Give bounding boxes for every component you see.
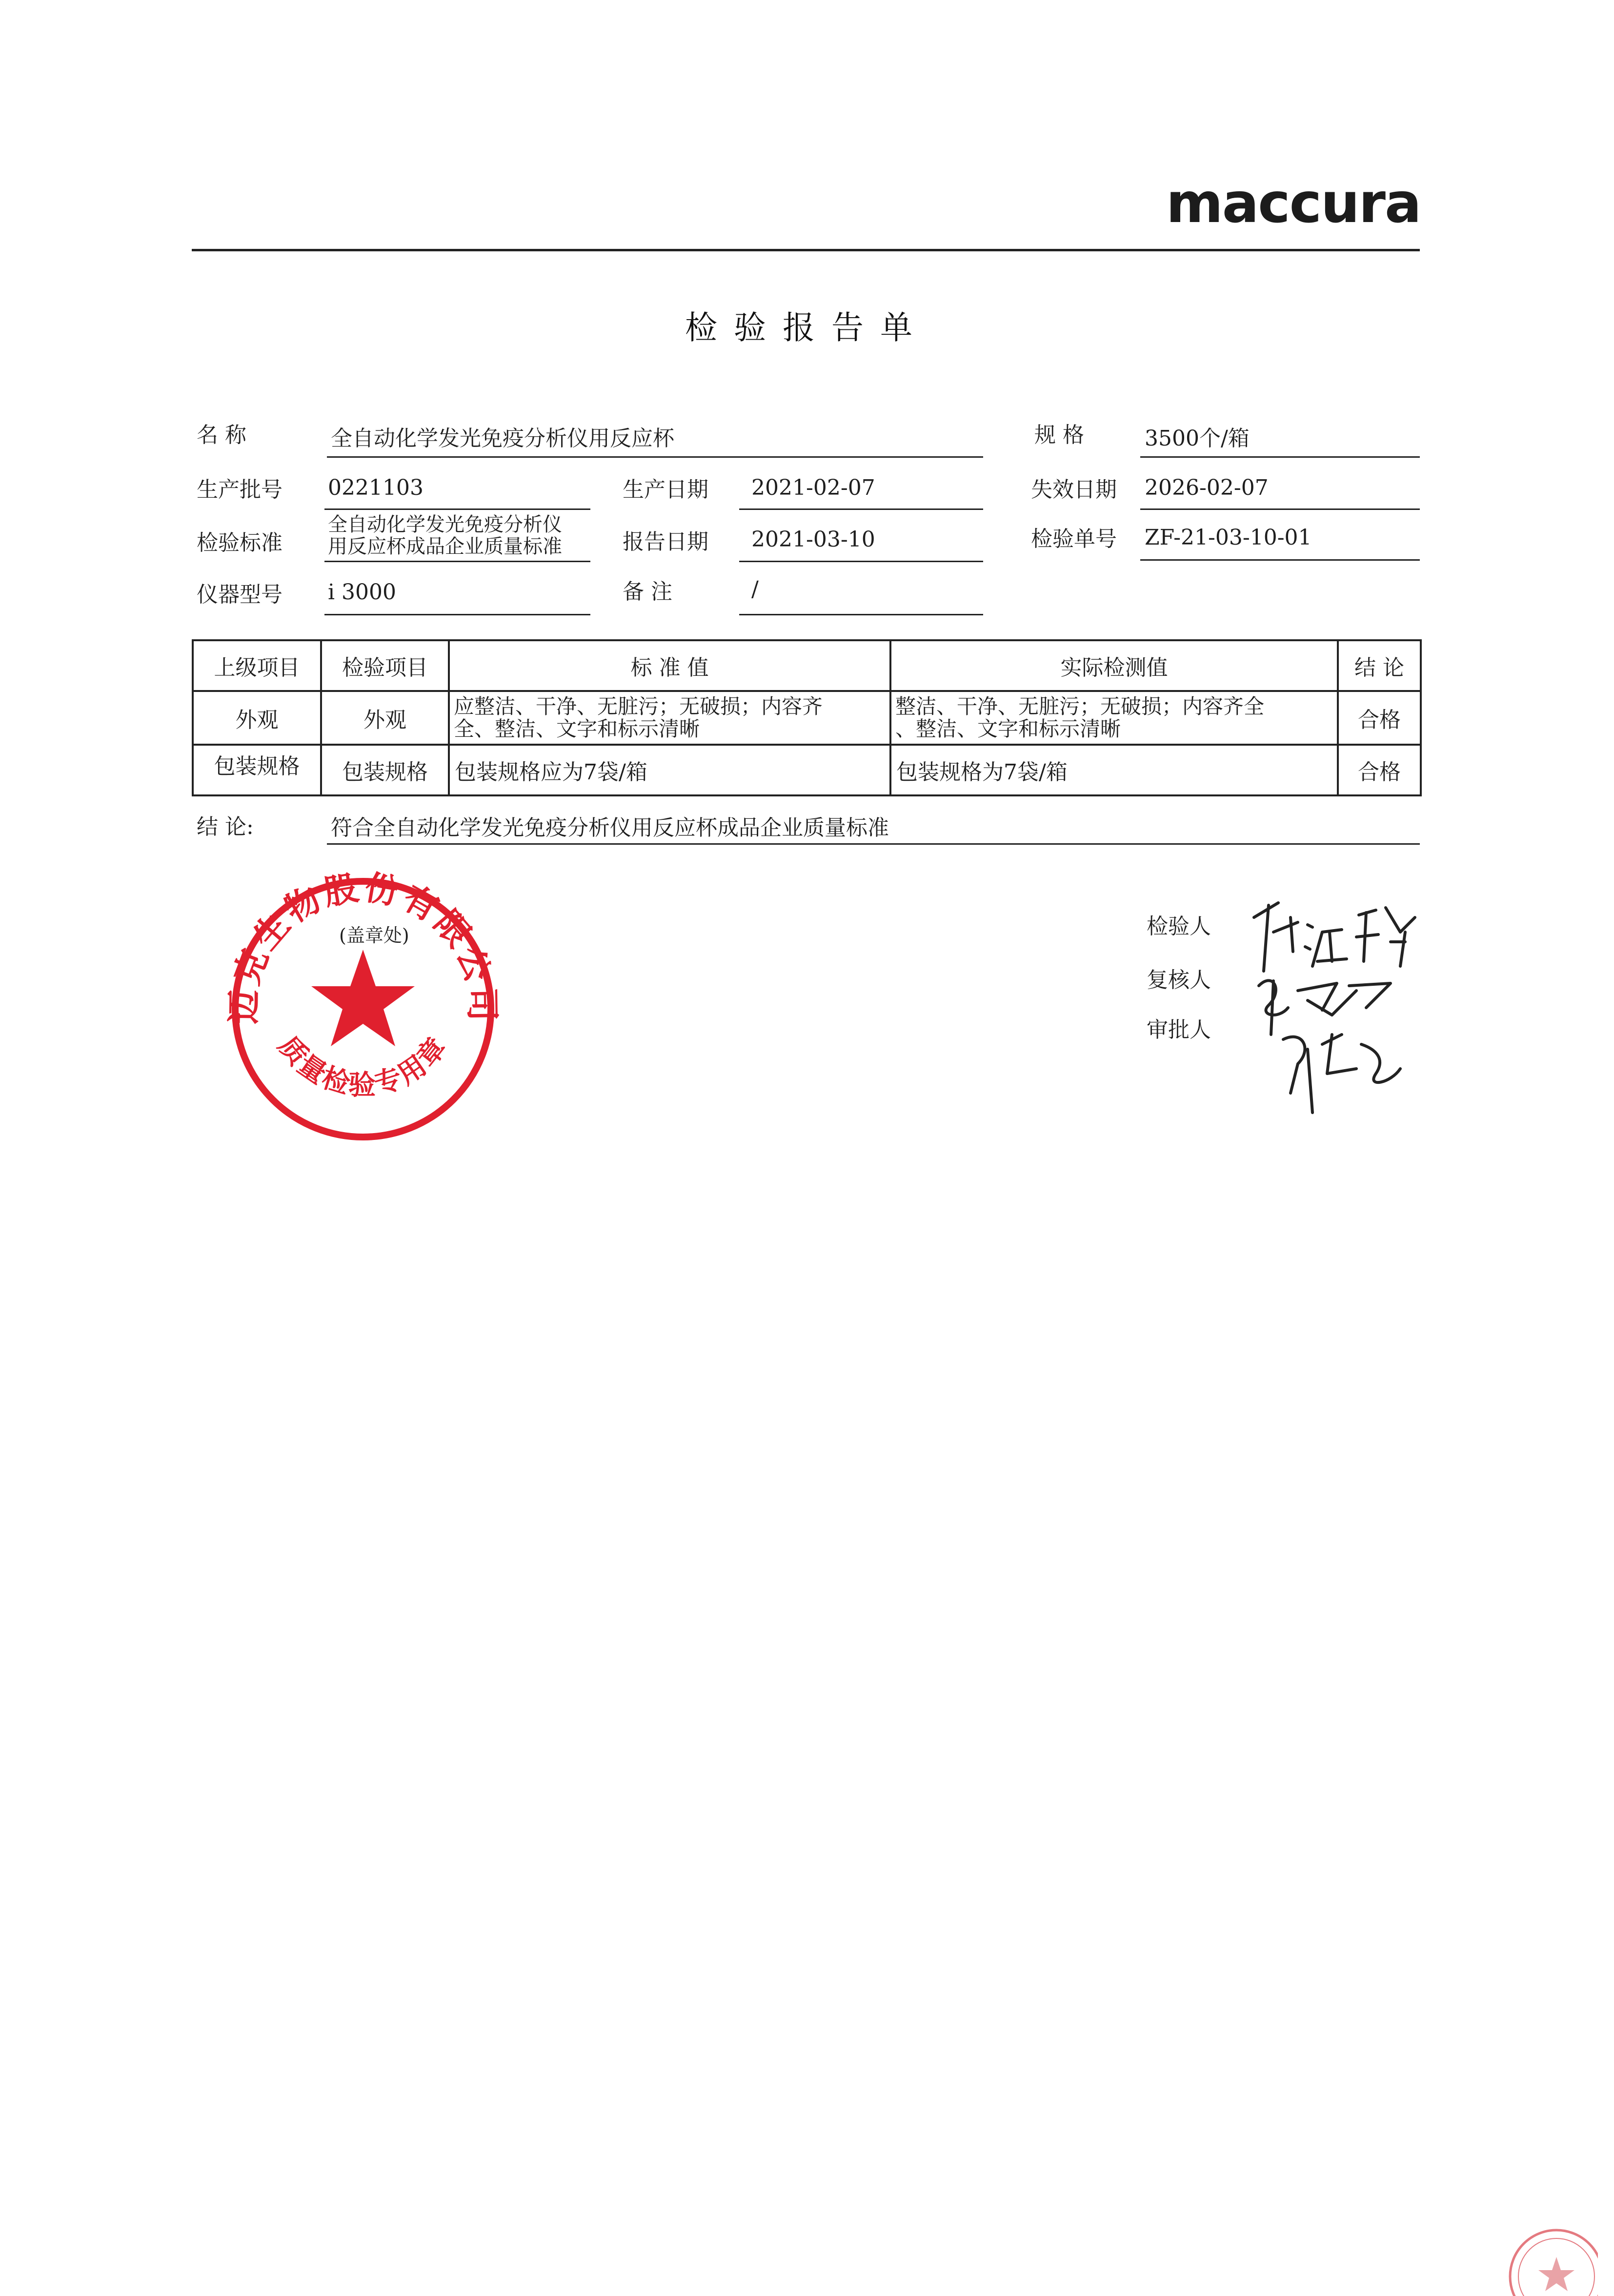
- expiry-label: 失效日期: [1031, 477, 1117, 502]
- row-actual: [890, 691, 1338, 745]
- corner-seal: [1500, 2223, 1598, 2296]
- instrument-label: 仪器型号: [197, 582, 282, 607]
- order-no-value: ZF-21-03-10-01: [1145, 525, 1312, 550]
- spec-label: 规 格: [1034, 423, 1084, 447]
- table-header-row: [193, 640, 1421, 691]
- handwritten-signatures: [1244, 888, 1420, 1122]
- row-item: 包装规格: [321, 745, 449, 795]
- name-underline: [327, 456, 983, 458]
- stamp-inner-text: 质量检验专用章: [272, 1030, 454, 1101]
- header-result: 结 论: [1338, 640, 1421, 691]
- batch-value: 0221103: [328, 475, 424, 500]
- row-result: 合格: [1338, 745, 1421, 795]
- prod-date-value: 2021-02-07: [751, 475, 875, 500]
- header-parent-item: 上级项目: [193, 640, 321, 691]
- conclusion-value: 符合全自动化学发光免疫分析仪用反应杯成品企业质量标准: [331, 815, 889, 840]
- page-title: 检验报告单: [685, 309, 929, 346]
- table-row: [193, 745, 1421, 795]
- row-actual-line2: 、整洁、文字和标示清晰: [895, 717, 1121, 741]
- report-date-label: 报告日期: [623, 529, 708, 554]
- inspection-table: [192, 639, 1422, 796]
- name-label: 名 称: [197, 423, 246, 447]
- row-result: 合格: [1338, 691, 1421, 745]
- header-item: 检验项目: [321, 640, 449, 691]
- approver-label: 审批人: [1147, 1017, 1211, 1042]
- remark-label: 备 注: [623, 579, 672, 604]
- expiry-value: 2026-02-07: [1145, 475, 1269, 500]
- prod-date-label: 生产日期: [623, 477, 708, 502]
- standard-value-line2: 用反应杯成品企业质量标准: [328, 535, 562, 558]
- name-value: 全自动化学发光免疫分析仪用反应杯: [331, 426, 674, 451]
- spec-underline: [1140, 456, 1420, 458]
- row-parent: 外观: [193, 691, 321, 745]
- row-standard-line2: 全、整洁、文字和标示清晰: [454, 717, 700, 741]
- header-divider: [192, 249, 1420, 251]
- spec-value: 3500个/箱: [1145, 426, 1250, 451]
- report-date-underline: [739, 561, 983, 562]
- instrument-value: i 3000: [328, 580, 397, 605]
- row-item: 外观: [321, 691, 449, 745]
- row-standard-line1: 应整洁、干净、无脏污；无破损；内容齐: [454, 694, 823, 718]
- stamp-ring-text: 迈克生物股份有限公司: [223, 867, 503, 1025]
- standard-value-line1: 全自动化学发光免疫分析仪: [328, 513, 562, 536]
- batch-underline: [324, 508, 590, 510]
- batch-label: 生产批号: [197, 477, 282, 502]
- report-date-value: 2021-03-10: [751, 527, 875, 552]
- expiry-underline: [1140, 508, 1420, 510]
- company-logo: maccura: [1166, 172, 1421, 235]
- header-standard: 标 准 值: [449, 640, 890, 691]
- row-actual: 包装规格为7袋/箱: [890, 745, 1338, 795]
- remark-value: /: [751, 577, 759, 602]
- conclusion-underline: [327, 843, 1420, 845]
- row-standard: 包装规格应为7袋/箱: [449, 745, 890, 795]
- row-parent: 包装规格: [193, 745, 321, 795]
- stamp-placement-note: (盖章处): [339, 925, 409, 946]
- standard-label: 检验标准: [197, 530, 282, 555]
- order-no-label: 检验单号: [1031, 527, 1117, 551]
- row-standard: [449, 691, 890, 745]
- svg-text:质量检验专用章: [272, 1030, 454, 1101]
- instrument-underline: [324, 614, 590, 615]
- prod-date-underline: [739, 508, 983, 510]
- conclusion-label: 结 论:: [197, 814, 254, 839]
- inspector-label: 检验人: [1147, 914, 1211, 939]
- reviewer-label: 复核人: [1147, 968, 1211, 993]
- remark-underline: [739, 614, 983, 615]
- table-row: [193, 691, 1421, 745]
- row-actual-line1: 整洁、干净、无脏污；无破损；内容齐全: [895, 694, 1265, 718]
- order-no-underline: [1140, 559, 1420, 561]
- header-actual: 实际检测值: [890, 640, 1338, 691]
- company-stamp: [214, 867, 512, 1145]
- standard-underline: [324, 561, 590, 562]
